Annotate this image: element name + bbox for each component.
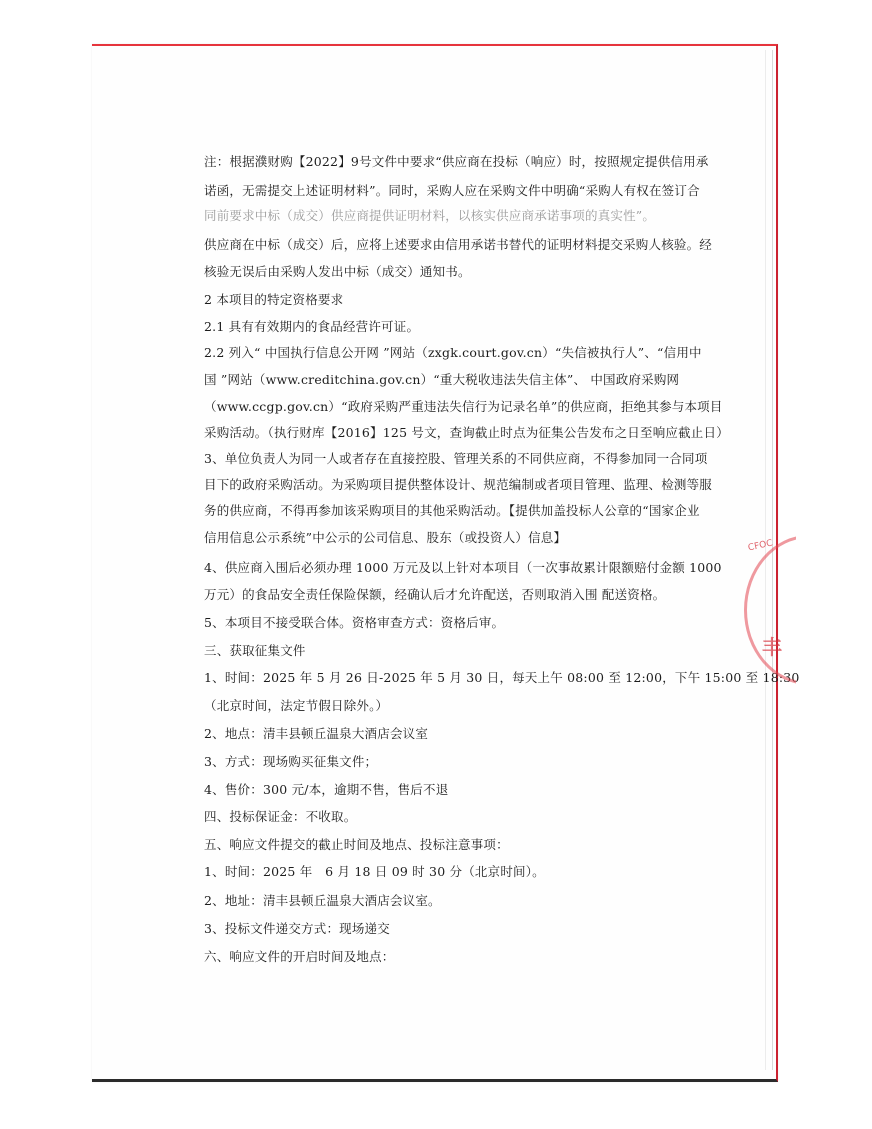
text-line: 3、投标文件递交方式：现场递交 [204,921,390,936]
text-line: 1、时间：2025 年 6 月 18 日 09 时 30 分（北京时间）。 [204,864,545,879]
text-line: 3、方式：现场购买征集文件； [204,754,378,769]
text-line: 2.1 具有有效期内的食品经营许可证。 [204,319,420,334]
text-line: 注：根据濮财购【2022】9号文件中要求“供应商在投标（响应）时，按照规定提供信用承 [204,154,709,169]
text-line: 1、时间：2025 年 5 月 26 日-2025 年 5 月 30 日，每天上午 08:00 至 12:00，下午 15:00 至 18:30 [204,670,800,685]
text-line: 采购活动。（执行财库【2016】125 号文，查询截止时点为征集公告发布之日至响应截止日） [204,425,729,440]
official-seal [736,535,796,685]
text-line: （北京时间，法定节假日除外。） [204,698,389,713]
section-heading: 三、获取征集文件 [204,643,306,658]
text-line: （www.ccgp.gov.cn）“政府采购严重违法失信行为记录名单”的供应商，拒绝其参与本项目 [204,399,723,414]
text-line: 5、本项目不接受联合体。资格审查方式：资格后审。 [204,615,505,630]
text-line: 同前要求中标（成交）供应商提供证明材料，以核实供应商承诺事项的真实性”。 [204,208,656,223]
section-heading: 五、响应文件提交的截止时间及地点、投标注意事项： [204,837,509,852]
section-heading: 2 本项目的特定资格要求 [204,292,344,307]
section-heading: 四、投标保证金：不收取。 [204,809,357,824]
text-line: 供应商在中标（成交）后，应将上述要求由信用承诺书替代的证明材料提交采购人核验。经 [204,237,713,252]
text-line: 2.2 列入“ 中国执行信息公开网 ”网站（zxgk.court.gov.cn）“失信被执行人”、“信用中 [204,345,702,360]
seal-ring [744,535,796,685]
text-line: 3、单位负责人为同一人或者存在直接控股、管理关系的不同供应商，不得参加同一合同项 [204,451,708,466]
text-line: 万元）的食品安全责任保险保额，经确认后才允许配送，否则取消入围 配送资格。 [204,587,666,602]
section-heading: 六、响应文件的开启时间及地点： [204,949,395,964]
text-line: 4、供应商入围后必须办理 1000 万元及以上针对本项目（一次事故累计限额赔付金额 1000 [204,560,722,575]
text-line: 信用信息公示系统”中公示的公司信息、股东（或投资人）信息】 [204,530,567,545]
text-line: 4、售价：300 元/本，逾期不售，售后不退 [204,782,449,797]
seal-text: CFOC [747,538,774,554]
text-line: 目下的政府采购活动。为采购项目提供整体设计、规范编制或者项目管理、监理、检测等服 [204,477,713,492]
text-line: 务的供应商，不得再参加该采购项目的其他采购活动。【提供加盖投标人公章的“国家企业 [204,503,700,518]
text-line: 2、地址：清丰县顿丘温泉大酒店会议室。 [204,893,441,908]
text-line: 2、地点：清丰县顿丘温泉大酒店会议室 [204,726,429,741]
text-line: 诺函，无需提交上述证明材料”。同时，采购人应在采购文件中明确“采购人有权在签订合 [204,183,700,198]
seal-char: 丰 [762,635,782,659]
text-line: 国 ”网站（www.creditchina.gov.cn）“重大税收违法失信主体”、 中国政府采购网 [204,372,680,387]
text-line: 核验无误后由采购人发出中标（成交）通知书。 [204,264,471,279]
